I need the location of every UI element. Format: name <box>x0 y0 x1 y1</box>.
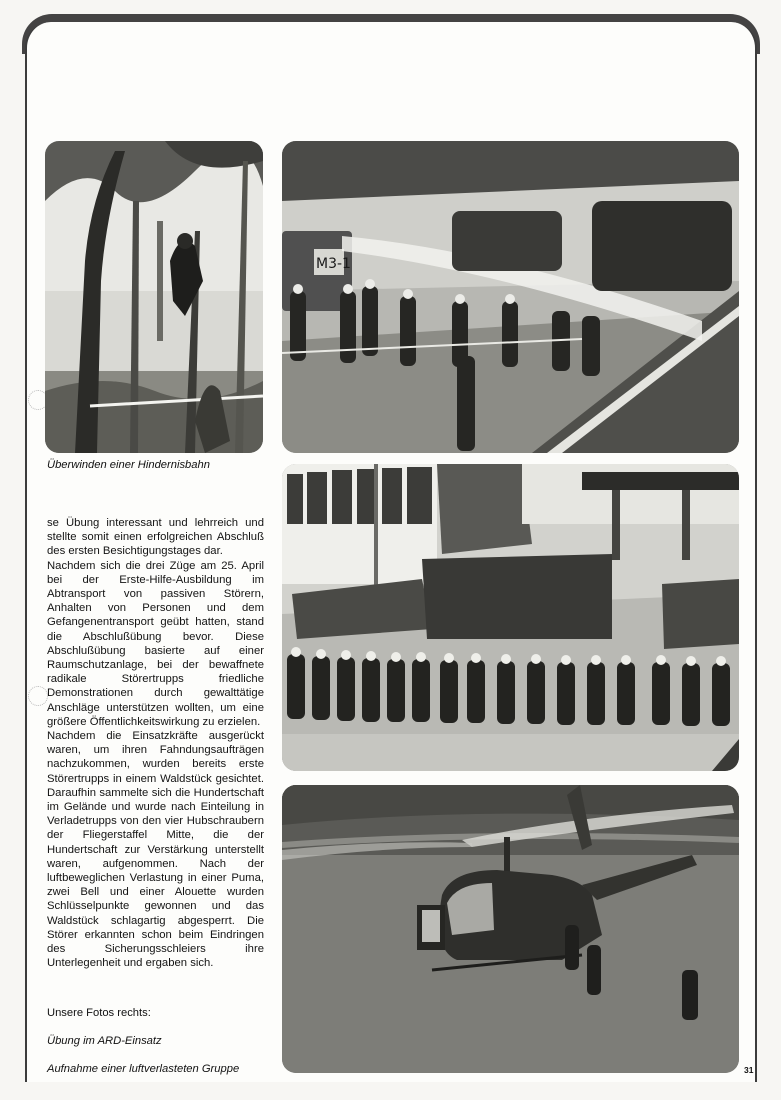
body-paragraph: se Übung interessant und lehrreich und stellte somit einen erfolgreichen Abschluß des ersten Besichtigungstages dar. <box>47 517 264 558</box>
body-paragraph: Nachdem sich die drei Züge am 25. April bei der Erste-Hilfe-Ausbildung im Abtransport von passiven Störern, Anhalten von Personen und dem Gefangenentransport geübt hatten, stand die Abschlußübung bevor. Diese Abschlußübung basierte auf einer Raumschutzanlage, bei der bewaffnete radikale Störertrupps friedliche Demonstrationen durch gewalttätige Anschläge unterstützen wollten, um eine größere Öffentlichkeitswirkung zu erzielen. <box>47 559 264 728</box>
photo-water-cannon-exercise <box>282 141 739 453</box>
photo-vehicles-formation <box>282 464 739 771</box>
photos-note: Unsere Fotos rechts: <box>47 1007 151 1019</box>
caption-ard-exercise: Übung im ARD-Einsatz <box>47 1035 162 1047</box>
article-body <box>47 516 264 971</box>
page-number: 31 <box>744 1065 754 1075</box>
photo-helicopter-loading <box>282 785 739 1073</box>
body-paragraph: Nachdem die Einsatzkräfte ausgerückt waren, um ihren Fahndungsaufträgen nachzukommen, wurden bereits erste Störertrupps in einem Waldstück gesichtet. Daraufhin sammelte sich die Hundertschaft im Gelände und wurde nach Einteilung in Verladetrupps von den vier Hubschraubern der Fliegerstaffel Mitte, die der Hundertschaft zur Verstärkung unterstellt waren, aufgenommen. Nach der luftbeweglichen Verlastung in einer Puma, zwei Bell und einer Alouette wurden Schlüsselpunkte gewonnen und das Waldstück schlagartig abgesperrt. Die Störer erkannten schon beim Eindringen des Sicherungsschleiers ihre Unterlegenheit und ergaben sich. <box>47 730 264 970</box>
caption-obstacle-course: Überwinden einer Hindernisbahn <box>47 459 210 471</box>
vehicle-marking: M3-1 <box>316 256 351 272</box>
punch-hole-mark <box>28 686 48 706</box>
caption-airlifted-group: Aufnahme einer luftverlasteten Gruppe <box>47 1063 240 1075</box>
photo-obstacle-course <box>45 141 263 453</box>
